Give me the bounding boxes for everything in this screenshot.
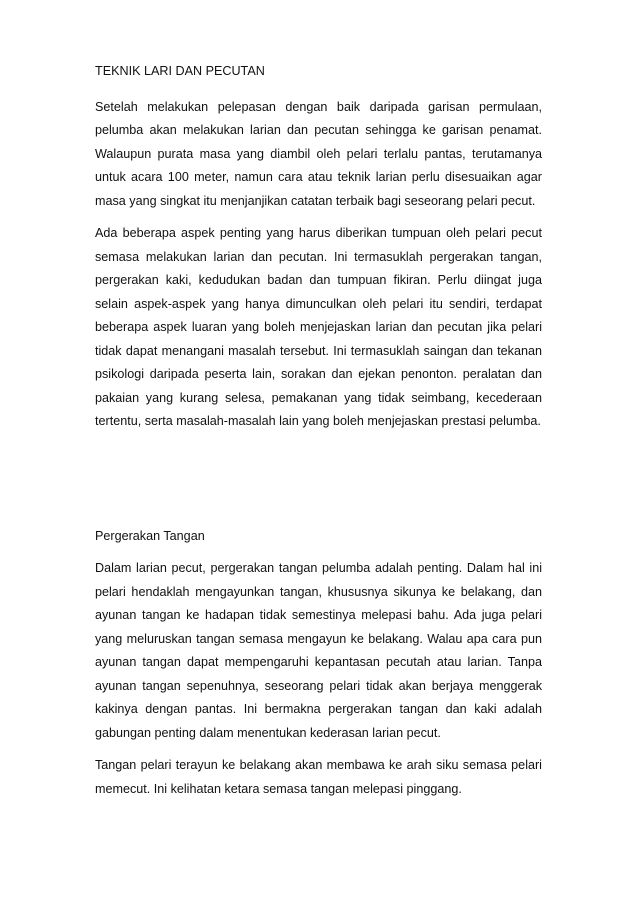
document-page [95,60,542,810]
section-spacer [95,443,542,525]
paragraph: Setelah melakukan pelepasan dengan baik daripada garisan permulaan, pelumba akan melakukan larian dan pecutan sehingga ke garisan penamat. Walaupun purata masa yang diambil oleh pelari terlalu pantas, terutamanya untuk acara 100 meter, namun cara atau teknik larian perlu disesuaikan agar masa yang singkat itu menjanjikan catatan terbaik bagi seseorang pelari pecut. [95,99,542,208]
section-heading: Pergerakan Tangan [95,528,205,543]
paragraph: Dalam larian pecut, pergerakan tangan pelumba adalah penting. Dalam hal ini pelari hendaklah mengayunkan tangan, khususnya sikunya ke belakang, dan ayunan tangan ke hadapan tidak semestinya melepasi bahu. Ada juga pelari yang meluruskan tangan semasa mengayun ke belakang. Walau apa cara pun ayunan tangan dapat mempengaruhi kepantasan pecutah atau larian. Tanpa ayunan tangan sepenuhnya, seseorang pelari tidak akan berjaya menggerak kakinya dengan pantas. Ini bermakna pergerakan tangan dan kaki adalah gabungan penting dalam menentukan kederasan larian pecut. [95,561,542,740]
paragraph: Tangan pelari terayun ke belakang akan membawa ke arah siku semasa pelari memecut. Ini kelihatan ketara semasa tangan melepasi pinggang. [95,758,542,796]
document-title: TEKNIK LARI DAN PECUTAN [95,64,265,78]
paragraph: Ada beberapa aspek penting yang harus diberikan tumpuan oleh pelari pecut semasa melakukan larian dan pecutan. Ini termasuklah pergerakan tangan, pergerakan kaki, kedudukan badan dan tumpuan fikiran. Perlu diingat juga selain aspek-aspek yang hanya dimunculkan oleh pelari itu sendiri, terdapat beberapa aspek luaran yang boleh menjejaskan larian dan pecutan jika pelari tidak dapat menangani masalah tersebut. Ini termasuklah saingan dan tekanan psikologi daripada peserta lain, sorakan dan ejekan penonton. peralatan dan pakaian yang kurang selesa, pemakanan yang tidak seimbang, kecederaan tertentu, serta masalah-masalah lain yang boleh menjejaskan prestasi pelumba. [95,226,542,428]
